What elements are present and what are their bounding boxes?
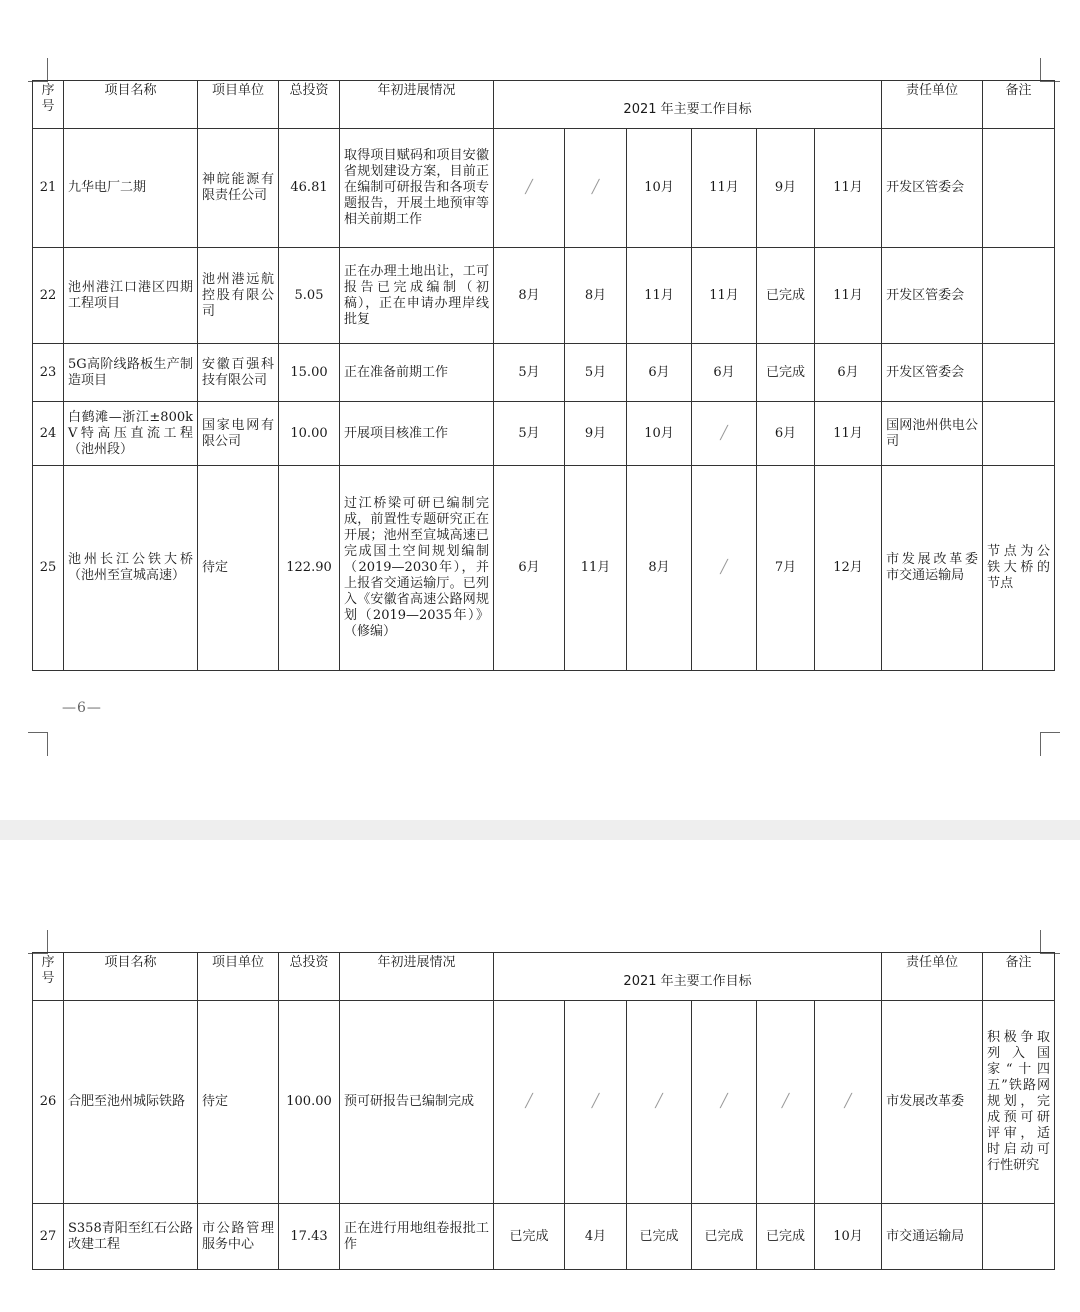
- table-row: [33, 402, 1055, 466]
- page-gap: [0, 820, 1080, 840]
- goal-cell-2: 5月: [565, 344, 627, 402]
- investment-cell: 122.90: [279, 466, 340, 671]
- document-page-bottom: [0, 840, 1080, 1312]
- progress-cell: 正在进行用地组卷报批工作: [340, 1204, 494, 1270]
- header-remark: 备注: [983, 81, 1055, 129]
- goal-cell-5: 7月: [757, 466, 815, 671]
- table-header-row: [33, 81, 1055, 129]
- table-row: [33, 248, 1055, 344]
- goal-cell-3: ╱: [627, 1001, 692, 1204]
- responsible-unit-cell: 市交通运输局: [882, 1204, 983, 1270]
- goal-cell-1: 6月: [494, 466, 565, 671]
- responsible-unit-cell: 国网池州供电公司: [882, 402, 983, 466]
- goal-cell-2: ╱: [565, 129, 627, 248]
- page-number: —6—: [62, 700, 102, 716]
- crop-mark: [28, 732, 48, 733]
- seq-cell: 27: [33, 1204, 64, 1270]
- project-name-cell: S358青阳至红石公路改建工程: [64, 1204, 198, 1270]
- goal-cell-6: 12月: [815, 466, 882, 671]
- goal-cell-6: 10月: [815, 1204, 882, 1270]
- project-unit-cell: 神皖能源有限责任公司: [198, 129, 279, 248]
- progress-cell: 取得项目赋码和项目安徽省规划建设方案，目前正在编制可研报告和各项专题报告，开展土地预审等相关前期工作: [340, 129, 494, 248]
- project-unit-cell: 待定: [198, 466, 279, 671]
- crop-mark: [47, 732, 48, 756]
- header-resp: 责任单位: [882, 953, 983, 1001]
- goal-cell-4: ╱: [692, 1001, 757, 1204]
- responsible-unit-cell: 市发展改革委: [882, 1001, 983, 1204]
- goal-cell-2: 9月: [565, 402, 627, 466]
- investment-cell: 46.81: [279, 129, 340, 248]
- table-header-row: [33, 953, 1055, 1001]
- goal-cell-4: 11月: [692, 129, 757, 248]
- header-seq: 序号: [33, 953, 64, 1001]
- investment-cell: 15.00: [279, 344, 340, 402]
- remark-cell: [983, 129, 1055, 248]
- goal-cell-6: ╱: [815, 1001, 882, 1204]
- header-seq: 序号: [33, 81, 64, 129]
- project-name-cell: 九华电厂二期: [64, 129, 198, 248]
- goal-cell-5: 6月: [757, 402, 815, 466]
- goal-cell-4: 11月: [692, 248, 757, 344]
- goal-cell-5: 已完成: [757, 344, 815, 402]
- crop-mark: [1040, 732, 1041, 756]
- progress-cell: 正在办理土地出让，工可报告已完成编制（初稿），正在申请办理岸线批复: [340, 248, 494, 344]
- goal-cell-3: 6月: [627, 344, 692, 402]
- goal-cell-4: 6月: [692, 344, 757, 402]
- crop-mark: [47, 930, 48, 954]
- goal-cell-4: ╱: [692, 466, 757, 671]
- project-table-bottom: [32, 952, 1055, 1270]
- header-progress: 年初进展情况: [340, 81, 494, 129]
- header-remark: 备注: [983, 953, 1055, 1001]
- goal-cell-4: ╱: [692, 402, 757, 466]
- project-name-cell: 池州港江口港区四期工程项目: [64, 248, 198, 344]
- header-goals: 2021 年主要工作目标: [494, 81, 882, 129]
- remark-cell: [983, 344, 1055, 402]
- goal-cell-1: 5月: [494, 344, 565, 402]
- goal-cell-3: 10月: [627, 129, 692, 248]
- project-name-cell: 池州长江公铁大桥（池州至宣城高速）: [64, 466, 198, 671]
- responsible-unit-cell: 开发区管委会: [882, 248, 983, 344]
- header-invest: 总投资: [279, 81, 340, 129]
- progress-cell: 预可研报告已编制完成: [340, 1001, 494, 1204]
- goal-cell-2: 8月: [565, 248, 627, 344]
- remark-cell: 积极争取列入国家“十四五”铁路网规划，完成预可研评审，适时启动可行性研究: [983, 1001, 1055, 1204]
- responsible-unit-cell: 市发展改革委 市交通运输局: [882, 466, 983, 671]
- seq-cell: 23: [33, 344, 64, 402]
- remark-cell: [983, 248, 1055, 344]
- goal-cell-2: ╱: [565, 1001, 627, 1204]
- progress-cell: 开展项目核准工作: [340, 402, 494, 466]
- project-unit-cell: 池州港远航控股有限公司: [198, 248, 279, 344]
- goal-cell-6: 11月: [815, 129, 882, 248]
- responsible-unit-cell: 开发区管委会: [882, 344, 983, 402]
- responsible-unit-cell: 开发区管委会: [882, 129, 983, 248]
- project-name-cell: 5G高阶线路板生产制造项目: [64, 344, 198, 402]
- crop-mark: [47, 58, 48, 82]
- project-unit-cell: 待定: [198, 1001, 279, 1204]
- table-row: [33, 129, 1055, 248]
- goal-cell-5: ╱: [757, 1001, 815, 1204]
- progress-cell: 过江桥梁可研已编制完成，前置性专题研究正在开展；池州至宣城高速已完成国土空间规划编制（2019—2030年），并上报省交通运输厅。已列入《安徽省高速公路网规划（2019—2035年）》（修编）: [340, 466, 494, 671]
- seq-cell: 21: [33, 129, 64, 248]
- header-resp: 责任单位: [882, 81, 983, 129]
- goal-cell-6: 6月: [815, 344, 882, 402]
- goal-cell-2: 4月: [565, 1204, 627, 1270]
- crop-mark: [1040, 930, 1041, 954]
- goal-cell-3: 10月: [627, 402, 692, 466]
- goal-cell-5: 9月: [757, 129, 815, 248]
- seq-cell: 22: [33, 248, 64, 344]
- project-name-cell: 合肥至池州城际铁路: [64, 1001, 198, 1204]
- table-row: [33, 1204, 1055, 1270]
- seq-cell: 24: [33, 402, 64, 466]
- table-row: [33, 466, 1055, 671]
- remark-cell: [983, 402, 1055, 466]
- project-unit-cell: 市公路管理服务中心: [198, 1204, 279, 1270]
- header-unit: 项目单位: [198, 81, 279, 129]
- progress-cell: 正在准备前期工作: [340, 344, 494, 402]
- goal-cell-3: 11月: [627, 248, 692, 344]
- seq-cell: 25: [33, 466, 64, 671]
- project-unit-cell: 安徽百强科技有限公司: [198, 344, 279, 402]
- crop-mark: [1040, 58, 1041, 82]
- investment-cell: 10.00: [279, 402, 340, 466]
- project-name-cell: 白鹤滩—浙江±800kV特高压直流工程（池州段）: [64, 402, 198, 466]
- header-goals: 2021 年主要工作目标: [494, 953, 882, 1001]
- goal-cell-3: 8月: [627, 466, 692, 671]
- remark-cell: [983, 1204, 1055, 1270]
- goal-cell-1: 5月: [494, 402, 565, 466]
- investment-cell: 5.05: [279, 248, 340, 344]
- investment-cell: 100.00: [279, 1001, 340, 1204]
- goal-cell-1: ╱: [494, 129, 565, 248]
- goal-cell-5: 已完成: [757, 1204, 815, 1270]
- remark-cell: 节点为公铁大桥的节点: [983, 466, 1055, 671]
- seq-cell: 26: [33, 1001, 64, 1204]
- header-unit: 项目单位: [198, 953, 279, 1001]
- goal-cell-5: 已完成: [757, 248, 815, 344]
- investment-cell: 17.43: [279, 1204, 340, 1270]
- goal-cell-2: 11月: [565, 466, 627, 671]
- header-invest: 总投资: [279, 953, 340, 1001]
- goal-cell-6: 11月: [815, 402, 882, 466]
- table-row: [33, 1001, 1055, 1204]
- header-name: 项目名称: [64, 81, 198, 129]
- header-name: 项目名称: [64, 953, 198, 1001]
- goal-cell-6: 11月: [815, 248, 882, 344]
- project-unit-cell: 国家电网有限公司: [198, 402, 279, 466]
- goal-cell-1: 已完成: [494, 1204, 565, 1270]
- project-table-top: [32, 80, 1055, 671]
- table-row: [33, 344, 1055, 402]
- header-progress: 年初进展情况: [340, 953, 494, 1001]
- goal-cell-1: 8月: [494, 248, 565, 344]
- crop-mark: [1040, 732, 1060, 733]
- goal-cell-3: 已完成: [627, 1204, 692, 1270]
- goal-cell-4: 已完成: [692, 1204, 757, 1270]
- goal-cell-1: ╱: [494, 1001, 565, 1204]
